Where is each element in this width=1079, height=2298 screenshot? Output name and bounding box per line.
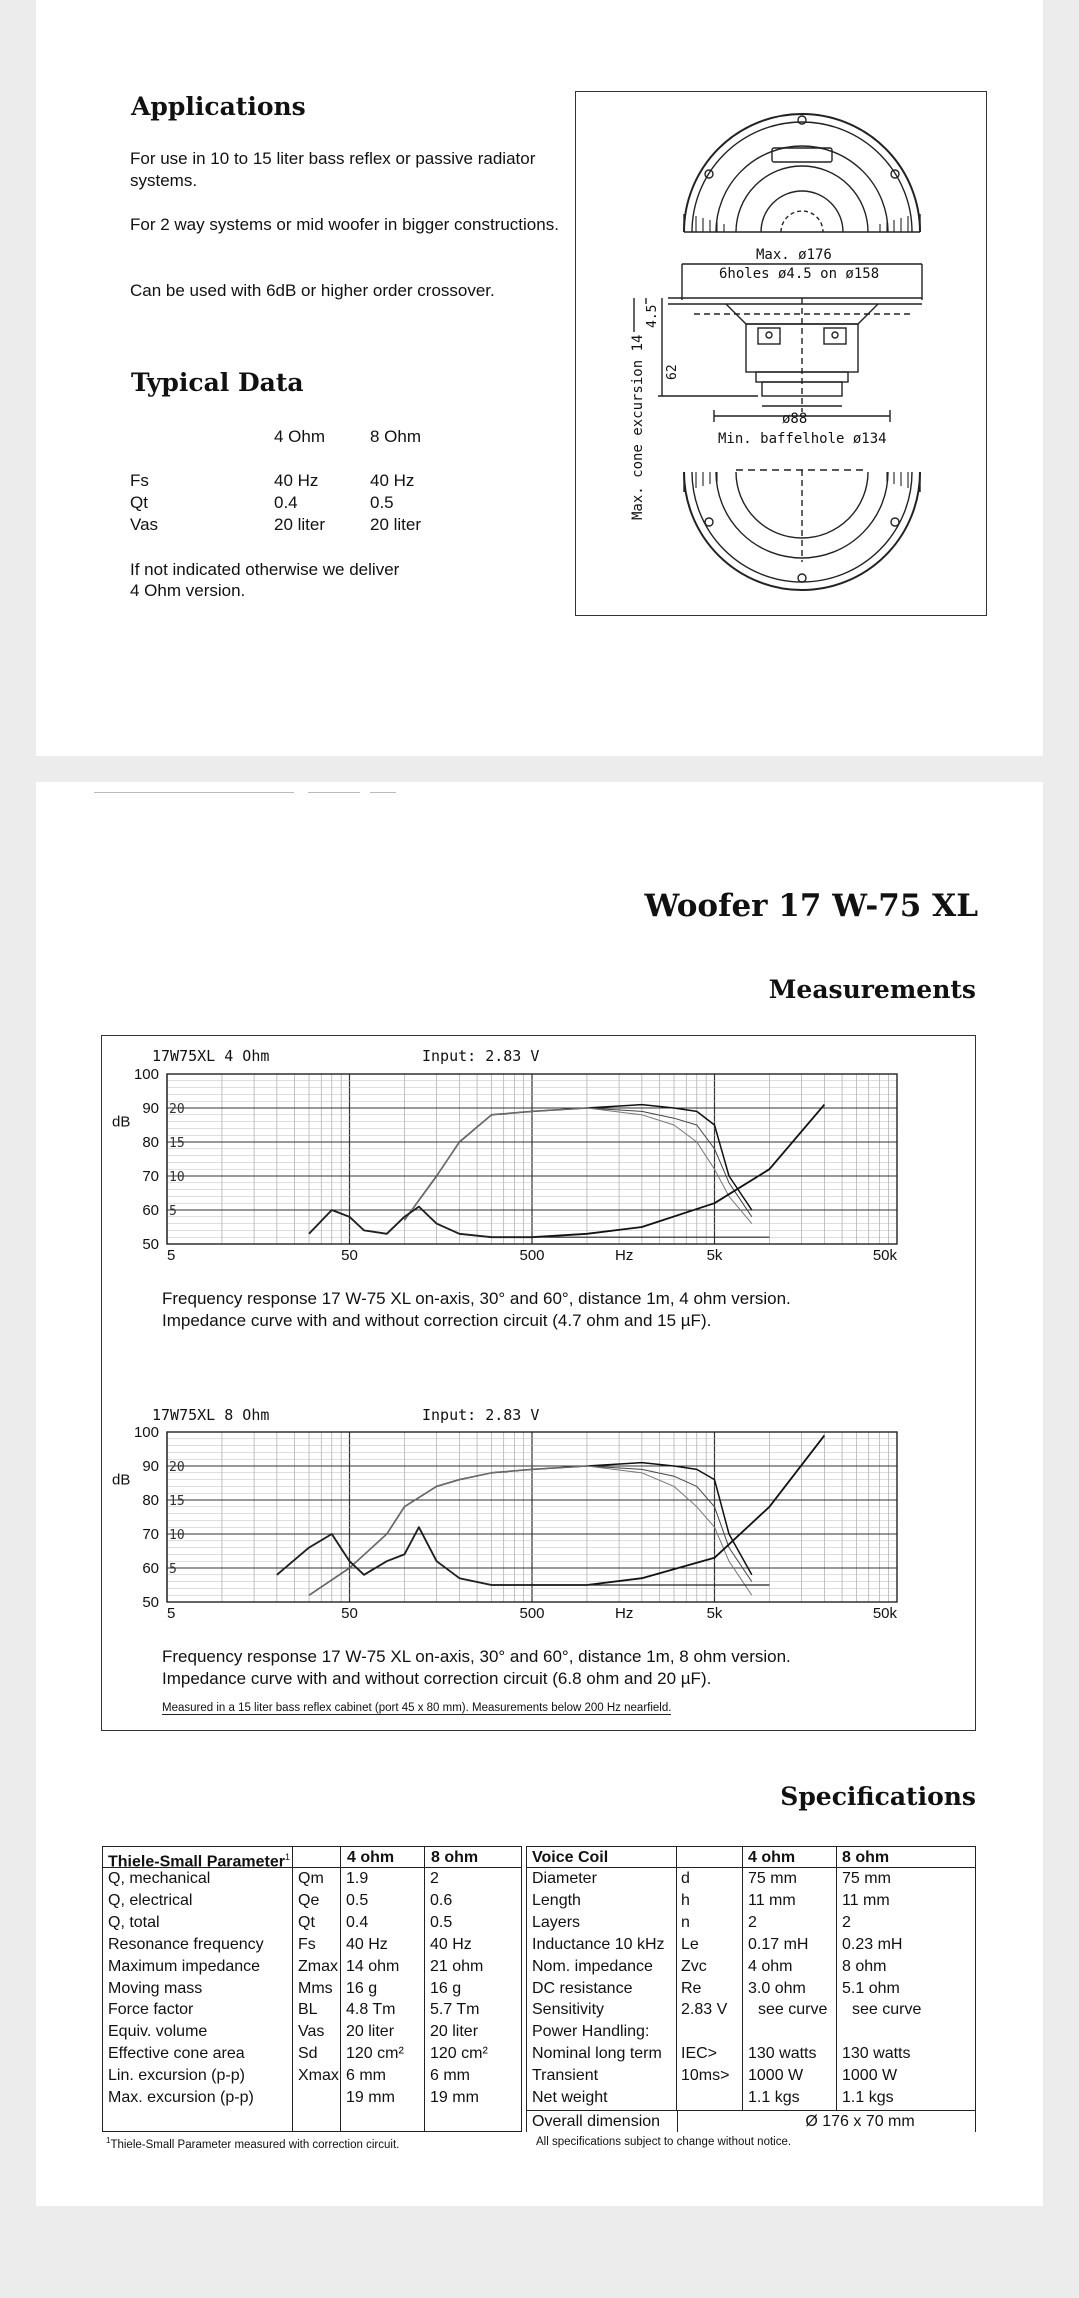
ts-cell: Q, mechanical <box>108 1870 211 1887</box>
vc-cell: 1.1 kgs <box>748 2089 800 2106</box>
ts-cell: 21 ohm <box>430 1957 484 1975</box>
ts-cell: 5.7 Tm <box>430 2001 480 2019</box>
y-tick-label: 90 <box>142 1458 159 1475</box>
ts-cell: Sd <box>298 2045 318 2063</box>
ts-cell: 16 g <box>430 1979 462 1997</box>
ts-cell: 120 cm² <box>346 2045 404 2063</box>
series-line <box>404 1108 751 1224</box>
ts-cell: 1.9 <box>346 1870 369 1887</box>
vc-cell: h <box>681 1891 690 1909</box>
vc-cell: Net weight <box>532 2089 608 2106</box>
ts-header-8ohm: 8 ohm <box>431 1849 479 1866</box>
chart1-caption-line: Frequency response 17 W-75 XL on-axis, 30° and 60°, distance 1m, 4 ohm version. <box>162 1289 791 1308</box>
overall-dimension-row <box>527 2110 975 2132</box>
typical-row-label: Vas <box>130 515 159 534</box>
ts-footnote <box>106 2136 399 2151</box>
vc-cell: 75 mm <box>748 1870 797 1887</box>
impedance-tick-label: 10 <box>169 1170 185 1185</box>
chart2-caption <box>162 1646 791 1690</box>
ts-cell: Xmax <box>298 2067 339 2085</box>
typical-row-value: 40 Hz <box>370 471 415 490</box>
series-line <box>309 1463 752 1596</box>
series-line <box>309 1466 752 1595</box>
ts-header-label: Thiele-Small Parameter <box>108 1853 285 1871</box>
applications-paragraph-3: Can be used with 6dB or higher order crossover. <box>130 281 495 300</box>
overall-dimension-value: Ø 176 x 70 mm <box>805 2113 915 2130</box>
vc-footnote: All specifications subject to change without notice. <box>536 2136 792 2148</box>
y-tick-label: 60 <box>142 1202 159 1219</box>
vc-cell: Diameter <box>532 1870 597 1887</box>
x-tick-label: 5 <box>167 1605 176 1622</box>
typical-row-label: Qt <box>130 493 148 512</box>
vc-cell: DC resistance <box>532 1979 633 1997</box>
baffle-hole-label: Min. baffelhole ø134 <box>718 431 887 447</box>
ts-cell: Qt <box>298 1913 315 1931</box>
vc-cell: Layers <box>532 1913 581 1931</box>
series-line <box>277 1527 770 1585</box>
excursion-label: Max. cone excursion 14 <box>630 334 646 520</box>
holes-label: 6holes ø4.5 on ø158 <box>719 266 880 282</box>
ts-cell: Q, electrical <box>108 1891 193 1909</box>
woofer-drawing <box>576 92 986 615</box>
overall-dimension-label: Overall dimension <box>532 2113 661 2130</box>
frequency-response-chart-4ohm <box>102 1066 974 1276</box>
ts-cell: 19 mm <box>430 2089 479 2106</box>
dimension-45-label: 4.5 <box>645 304 660 328</box>
vc-cell: 5.1 ohm <box>842 1979 900 1997</box>
vc-cell: Length <box>532 1891 581 1909</box>
ts-cell: Force factor <box>108 2001 194 2019</box>
vc-cell: Nom. impedance <box>532 1957 653 1975</box>
vc-header-4ohm: 4 ohm <box>748 1849 796 1866</box>
y-tick-label: 50 <box>142 1594 159 1611</box>
ts-cell: 0.4 <box>346 1913 369 1931</box>
frequency-response-chart-8ohm <box>102 1424 974 1634</box>
measurements-title: Measurements <box>768 975 976 1004</box>
y-tick-label: 70 <box>142 1168 159 1185</box>
y-tick-label: 100 <box>133 1424 159 1441</box>
y-tick-label: 100 <box>133 1066 159 1083</box>
y-tick-label: 60 <box>142 1560 159 1577</box>
ts-cell: Max. excursion (p-p) <box>108 2089 254 2106</box>
vc-header-8ohm: 8 ohm <box>842 1849 890 1866</box>
ts-footnote-text: Thiele-Small Parameter measured with correction circuit. <box>110 2138 400 2151</box>
ts-cell: 40 Hz <box>430 1935 472 1953</box>
vc-cell: 0.17 mH <box>748 1935 809 1953</box>
x-tick-label: 50k <box>872 1605 897 1622</box>
ts-cell: Resonance frequency <box>108 1935 264 1953</box>
dimension-62-label: 62 <box>665 364 680 380</box>
page-rule <box>94 792 294 793</box>
vc-cell: 3.0 ohm <box>748 1979 806 1997</box>
ts-cell: Qe <box>298 1891 320 1909</box>
ts-cell: 16 g <box>346 1979 378 1997</box>
ts-cell: Equiv. volume <box>108 2023 208 2041</box>
ts-header-footnote-mark: 1 <box>284 1852 290 1862</box>
product-title: Woofer 17 W-75 XL <box>644 888 978 924</box>
series-line <box>309 1466 752 1595</box>
y-axis-label: dB <box>112 1471 131 1489</box>
applications-title: Applications <box>131 92 306 121</box>
applications-paragraph-2: For 2 way systems or mid woofer in bigger constructions. <box>130 215 559 234</box>
vc-cell: 1000 W <box>748 2067 804 2085</box>
vc-cell: 1.1 kgs <box>842 2089 894 2106</box>
datasheet-page-2 <box>36 782 1043 2206</box>
ts-cell: Zmax <box>298 1957 338 1975</box>
table-column <box>677 2111 678 2132</box>
typical-row-value: 20 liter <box>274 515 326 534</box>
ts-cell: 40 Hz <box>346 1935 388 1953</box>
ts-cell: 0.5 <box>346 1891 369 1909</box>
impedance-tick-label: 20 <box>169 1102 185 1117</box>
vc-cell: Re <box>681 1979 702 1997</box>
vc-cell: 2.83 V <box>681 2001 728 2019</box>
y-tick-label: 80 <box>142 1492 159 1509</box>
vc-cell: 75 mm <box>842 1870 891 1887</box>
x-tick-label: 50 <box>341 1605 358 1622</box>
measurement-note: Measured in a 15 liter bass reflex cabinet (port 45 x 80 mm). Measurements below 200 Hz nearfield. <box>162 1702 672 1714</box>
datasheet-page-1 <box>36 0 1043 756</box>
typical-row-value: 20 liter <box>370 515 422 534</box>
ts-cell: Fs <box>298 1935 316 1953</box>
max-diameter-label: Max. ø176 <box>756 247 832 263</box>
vc-cell: IEC> <box>681 2045 718 2063</box>
vc-cell: see curve <box>852 2001 922 2019</box>
vc-cell: 2 <box>748 1913 757 1931</box>
ts-cell: 6 mm <box>430 2067 470 2085</box>
x-tick-label: 500 <box>519 1605 545 1622</box>
typical-col-8ohm: 8 Ohm <box>370 427 422 446</box>
vc-cell: 11 mm <box>842 1891 890 1909</box>
impedance-tick-label: 15 <box>169 1494 185 1509</box>
ts-cell: 14 ohm <box>346 1957 400 1975</box>
vc-cell: 1000 W <box>842 2067 898 2085</box>
ts-cell: 19 mm <box>346 2089 395 2106</box>
x-tick-label: 500 <box>519 1247 545 1264</box>
vc-cell: Le <box>681 1935 699 1953</box>
x-tick-label: 50k <box>872 1247 897 1264</box>
vc-cell: Nominal long term <box>532 2045 662 2063</box>
x-tick-label: 5 <box>167 1247 176 1264</box>
delivery-note: 4 Ohm version. <box>130 581 246 600</box>
ts-cell: 20 liter <box>430 2023 479 2041</box>
measurements-frame <box>101 1035 976 1731</box>
technical-drawing-frame <box>575 91 987 616</box>
impedance-tick-label: 5 <box>169 1562 177 1577</box>
typical-data-title: Typical Data <box>131 368 304 397</box>
ts-cell: Mms <box>298 1979 333 1997</box>
voice-coil-table <box>526 1846 976 2132</box>
impedance-tick-label: 15 <box>169 1136 185 1151</box>
vc-cell: Zvc <box>681 1957 707 1975</box>
x-tick-label: 5k <box>706 1247 723 1264</box>
typical-col-4ohm: 4 Ohm <box>274 427 326 446</box>
vc-cell: n <box>681 1913 690 1931</box>
y-tick-label: 70 <box>142 1526 159 1543</box>
vc-cell: 8 ohm <box>842 1957 887 1975</box>
vc-cell: 4 ohm <box>748 1957 793 1975</box>
ts-cell: Qm <box>298 1870 324 1887</box>
impedance-tick-label: 10 <box>169 1528 185 1543</box>
vc-cell: Power Handling: <box>532 2023 650 2041</box>
series-line <box>277 1435 825 1585</box>
chart1-caption-line: Impedance curve with and without correction circuit (4.7 ohm and 15 µF). <box>162 1311 712 1330</box>
specifications-title: Specifications <box>780 1782 976 1811</box>
chart2-caption-line: Impedance curve with and without correction circuit (6.8 ohm and 20 µF). <box>162 1669 712 1688</box>
vc-cell: 130 watts <box>842 2045 911 2063</box>
vc-cell: 11 mm <box>748 1891 796 1909</box>
ts-cell: 6 mm <box>346 2067 386 2085</box>
ts-header-4ohm: 4 ohm <box>347 1849 395 1866</box>
applications-paragraph-1: For use in 10 to 15 liter bass reflex or passive radiator systems. <box>130 149 536 190</box>
vc-header-label: Voice Coil <box>532 1849 609 1866</box>
vc-cell: 130 watts <box>748 2045 817 2063</box>
y-tick-label: 80 <box>142 1134 159 1151</box>
ts-cell: 20 liter <box>346 2023 395 2041</box>
ts-cell: 0.5 <box>430 1913 453 1931</box>
series-line <box>309 1207 769 1238</box>
x-tick-label: Hz <box>615 1247 634 1264</box>
vc-cell: see curve <box>758 2001 828 2019</box>
thiele-small-table <box>102 1846 522 2132</box>
chart2-input-label: Input: 2.83 V <box>422 1406 540 1424</box>
y-axis-label: dB <box>112 1113 131 1131</box>
ts-cell: 0.6 <box>430 1891 453 1909</box>
typical-row-label: Fs <box>130 471 149 490</box>
ts-cell: 120 cm² <box>430 2045 488 2063</box>
page-rule <box>308 792 360 793</box>
typical-row-value: 0.4 <box>274 493 298 512</box>
chart2-caption-line: Frequency response 17 W-75 XL on-axis, 30° and 60°, distance 1m, 8 ohm version. <box>162 1647 791 1666</box>
vc-cell: Transient <box>532 2067 599 2085</box>
y-tick-label: 50 <box>142 1236 159 1253</box>
chart1-title: 17W75XL 4 Ohm <box>152 1047 270 1065</box>
vc-cell: 0.23 mH <box>842 1935 903 1953</box>
impedance-tick-label: 20 <box>169 1460 185 1475</box>
typical-row-value: 0.5 <box>370 493 394 512</box>
ts-cell: Maximum impedance <box>108 1957 261 1975</box>
x-tick-label: Hz <box>615 1605 634 1622</box>
chart2-title: 17W75XL 8 Ohm <box>152 1406 270 1424</box>
ts-footnote-mark: 1 <box>106 2136 111 2145</box>
chart1-caption <box>162 1288 791 1332</box>
y-tick-label: 90 <box>142 1100 159 1117</box>
ts-cell: 2 <box>430 1870 439 1887</box>
typical-row-value: 40 Hz <box>274 471 319 490</box>
vc-cell: Sensitivity <box>532 2001 605 2019</box>
ts-cell: BL <box>298 2001 318 2019</box>
vc-cell: 2 <box>842 1913 851 1931</box>
vc-cell: d <box>681 1870 690 1887</box>
x-tick-label: 50 <box>341 1247 358 1264</box>
impedance-tick-label: 5 <box>169 1204 177 1219</box>
page-rule <box>370 792 396 793</box>
vc-cell: 10ms> <box>681 2067 730 2085</box>
x-tick-label: 5k <box>706 1605 723 1622</box>
chart1-input-label: Input: 2.83 V <box>422 1047 540 1065</box>
ts-cell: Vas <box>298 2023 325 2041</box>
vc-cell: Inductance 10 kHz <box>532 1935 665 1953</box>
ts-cell: Moving mass <box>108 1979 203 1997</box>
delivery-note: If not indicated otherwise we deliver <box>130 560 400 579</box>
inner-diameter-label: ø88 <box>782 411 808 427</box>
ts-cell: Lin. excursion (p-p) <box>108 2067 245 2085</box>
ts-cell: 4.8 Tm <box>346 2001 396 2019</box>
ts-cell: Effective cone area <box>108 2045 245 2063</box>
ts-cell: Q, total <box>108 1913 160 1931</box>
